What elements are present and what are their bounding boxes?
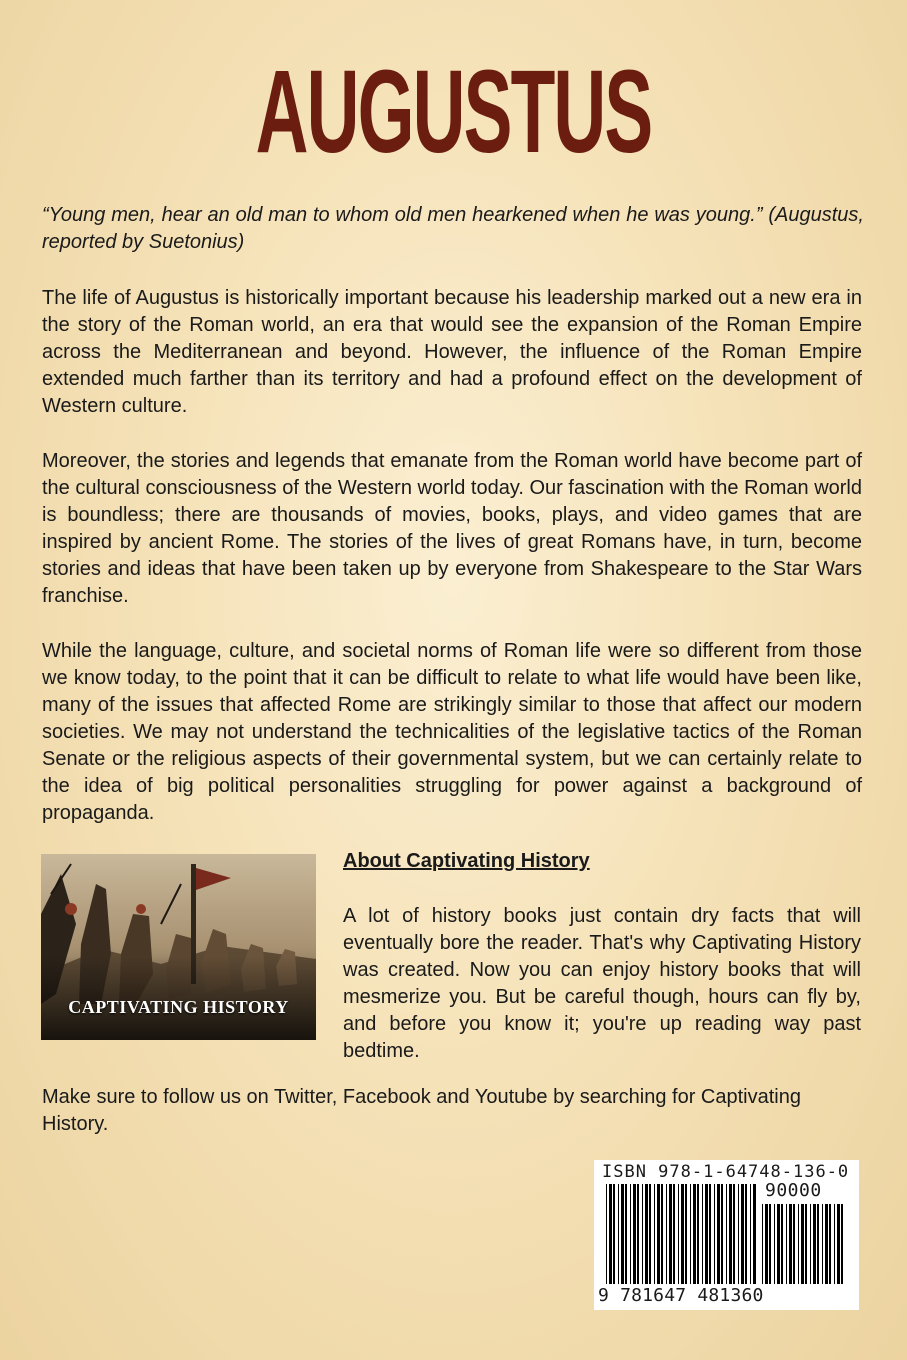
description-paragraph-2: Moreover, the stories and legends that emanate from the Roman world have become part of the cultural consciousness of the Western world today. Our fascination with the Roman world is boundless; there are thousands of movies, books, plays, and video games that are inspired by ancient Rome. The stories of the lives of great Romans have, in turn, become stories and ideas that have been taken up by everyone from Shakespeare to the Star Wars franchise. xyxy=(42,450,862,607)
about-heading: About Captivating History xyxy=(343,850,590,872)
publisher-painting-image xyxy=(41,854,316,1040)
about-body-text: A lot of history books just contain dry facts that will eventually bore the reader. That's why Captivating History was created. Now you can enjoy history books that will mesmerize you. But be careful though, hours can fly by, and before you know it; you're up reading way past bedtime. xyxy=(343,905,861,1062)
ean-digits: 9 781647 481360 xyxy=(598,1285,764,1306)
image-caption: CAPTIVATING HISTORY xyxy=(68,997,289,1017)
follow-us-text: Make sure to follow us on Twitter, Facebook and Youtube by searching for Captivating History. xyxy=(42,1086,801,1135)
isbn-label: ISBN 978-1-64748-136-0 xyxy=(602,1162,850,1182)
ean-barcode-bars xyxy=(606,1184,756,1284)
price-barcode-bars xyxy=(762,1204,848,1284)
book-title: AUGUSTUS xyxy=(255,46,652,178)
isbn-barcode xyxy=(594,1160,859,1310)
description-paragraph-3: While the language, culture, and societal norms of Roman life were so different from those we know today, to the point that it can be difficult to relate to what life would have been like, many of the issues that affected Rome are strikingly similar to those that affect our modern societies. We may not understand the technicalities of the legislative tactics of the Roman Senate or the religious aspects of their governmental system, but we can certainly relate to the idea of big political personalities struggling for power against a background of propaganda. xyxy=(42,640,862,824)
description-paragraph-1: The life of Augustus is historically important because his leadership marked out a new era in the story of the Roman world, an era that would see the expansion of the Roman Empire across the Mediterranean and beyond. However, the influence of the Roman Empire extended much farther than its territory and had a profound effect on the development of Western culture. xyxy=(42,287,862,417)
epigraph-quote: “Young men, hear an old man to whom old men hearkened when he was young.” (Augustus, reported by Suetonius) xyxy=(42,204,864,253)
price-code: 90000 xyxy=(765,1180,822,1201)
